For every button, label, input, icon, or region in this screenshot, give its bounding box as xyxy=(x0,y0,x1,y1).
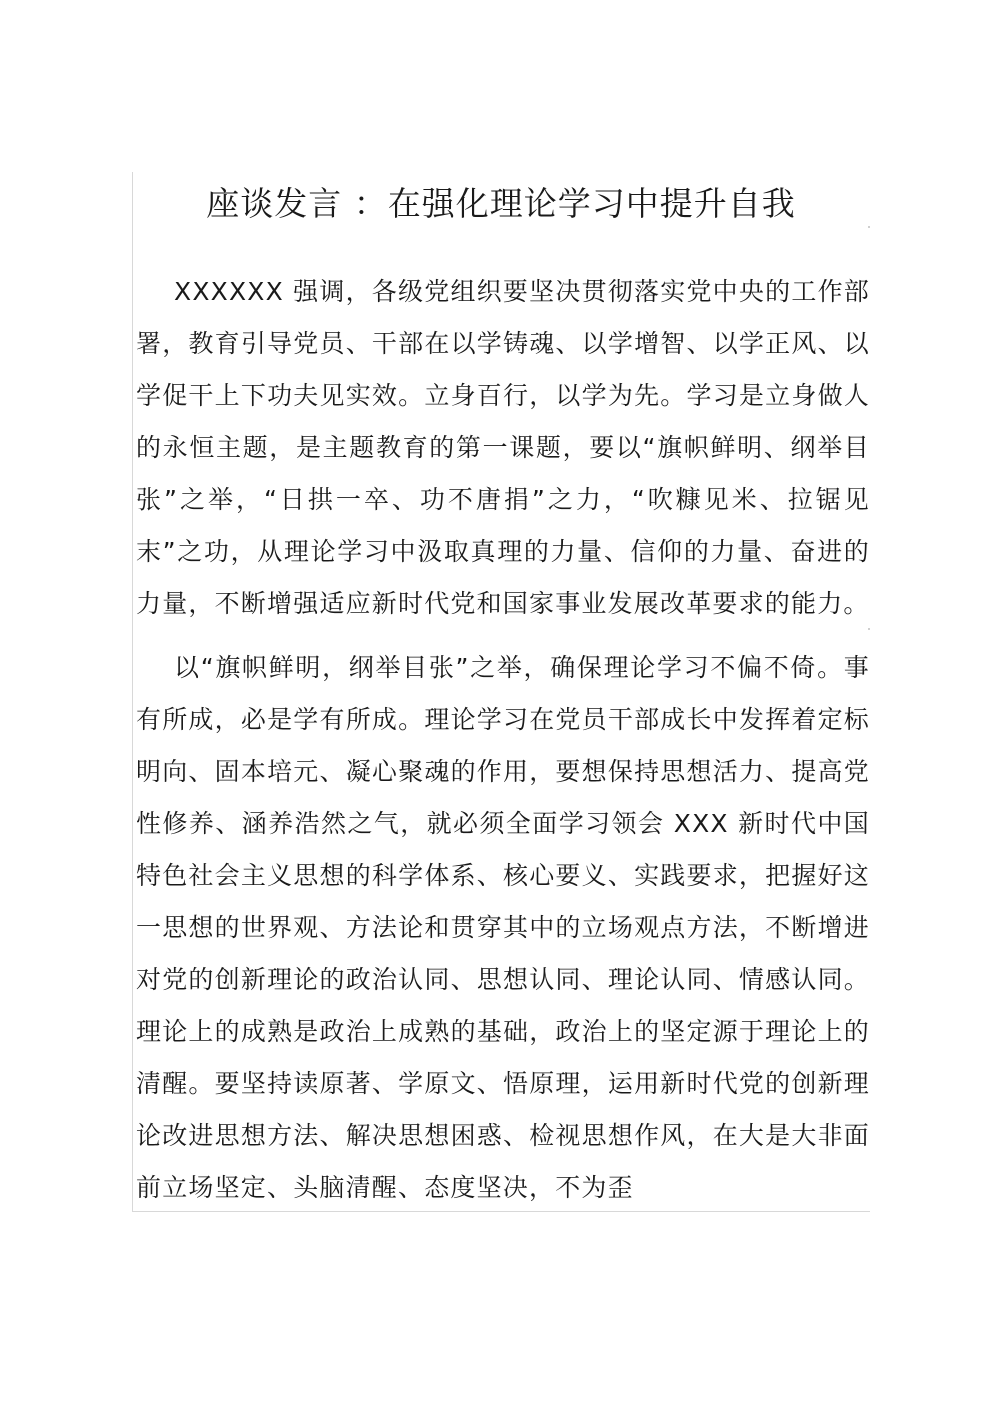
paragraph-2: 以“旗帜鲜明，纲举目张”之举，确保理论学习不偏不倚。事有所成，必是学有所成。理论学习在党员干部成长中发挥着定标明向、固本培元、凝心聚魂的作用，要想保持思想活力、提高党性修养、涵养浩然之气，就必须全面学习领会 XXX 新时代中国特色社会主义思想的科学体系、核心要义、实践要求，把握好这一思想的世界观、方法论和贯穿其中的立场观点方法，不断增进对党的创新理论的政治认同、思想认同、理论认同、情感认同。理论上的成熟是政治上成熟的基础，政治上的坚定源于理论上的清醒。要坚持读原著、学原文、悟原理，运用新时代党的创新理论改进思想方法、解决思想困惑、检视思想作风，在大是大非面前立场坚定、头脑清醒、态度坚决，不为歪 xyxy=(136,653,870,1202)
paragraph-1: XXXXXX 强调，各级党组织要坚决贯彻落实党中央的工作部署，教育引导党员、干部在以学铸魂、以学增智、以学正风、以学促干上下功夫见实效。立身百行，以学为先。学习是立身做人的永恒主题，是主题教育的第一课题，要以“旗帜鲜明、纲举目张”之举，“日拱一卒、功不唐捐”之力，“吹糠见米、拉锯见末”之功，从理论学习中汲取真理的力量、信仰的力量、奋进的力量，不断增强适应新时代党和国家事业发展改革要求的能力。 xyxy=(136,277,870,618)
frame-corner-mark xyxy=(868,226,870,228)
document-title: 座谈发言 ：在强化理论学习中提升自我 xyxy=(206,184,796,223)
frame-corner-mark xyxy=(868,628,870,630)
